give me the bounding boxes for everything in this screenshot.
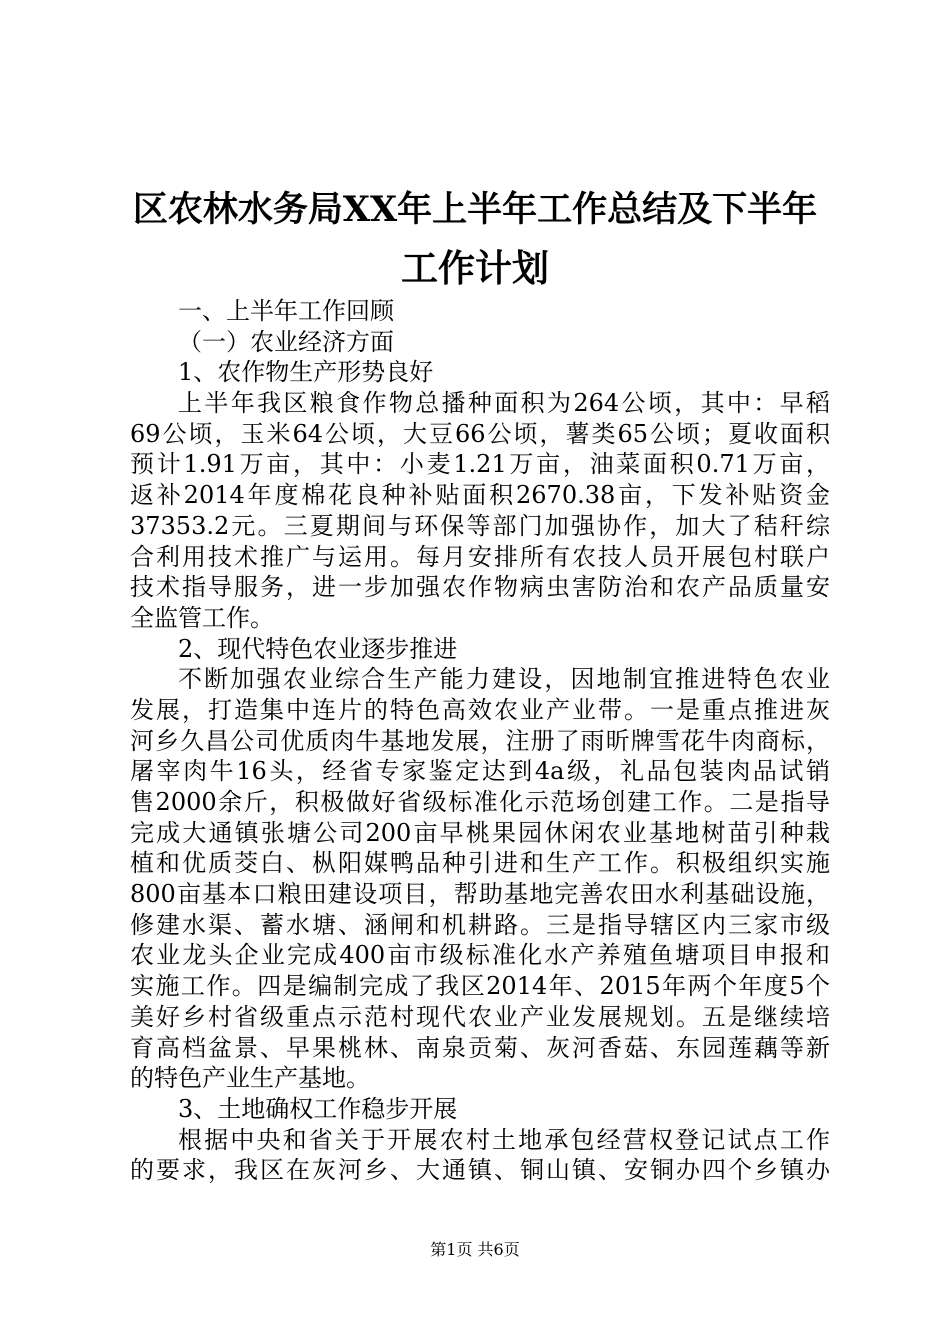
text-line: 一、上半年工作回顾: [178, 297, 394, 325]
text-line: 1、农作物生产形势良好: [178, 358, 434, 387]
page-footer: 第1页 共6页: [430, 1240, 520, 1259]
text-line: 售2000余斤，积极做好省级标准化示范场创建工作。二是指导: [130, 788, 830, 816]
text-line: 发展，打造集中连片的特色高效农业产业带。一是重点推进灰: [130, 695, 830, 724]
text-line: 根据中央和省关于开展农村土地承包经营权登记试点工作: [178, 1125, 830, 1154]
text-line: 返补2014年度棉花良种补贴面积2670.38亩，下发补贴资金: [130, 481, 830, 510]
text-line: 预计1.91万亩，其中：小麦1.21万亩，油菜面积0.71万亩，: [130, 450, 830, 479]
text-line: 实施工作。四是编制完成了我区2014年、2015年两个年度5个: [130, 972, 830, 1001]
document-body: [130, 296, 830, 1186]
text-line: 69公顷，玉米64公顷，大豆66公顷，薯类65公顷；夏收面积: [130, 419, 830, 448]
text-line: 植和优质茭白、枞阳媒鸭品种引进和生产工作。积极组织实施: [130, 849, 830, 878]
document-title-line-2: 工作计划: [401, 246, 549, 290]
text-line: 美好乡村省级重点示范村现代农业产业发展规划。五是继续培: [130, 1002, 830, 1031]
text-line: 修建水渠、蓄水塘、涵闸和机耕路。三是指导辖区内三家市级: [130, 910, 830, 939]
text-line: 的特色产业生产基地。: [130, 1064, 370, 1093]
text-line: （一）农业经济方面: [178, 327, 394, 356]
text-line: 不断加强农业综合生产能力建设，因地制宜推进特色农业: [178, 665, 830, 694]
text-line: 农业龙头企业完成400亩市级标准化水产养殖鱼塘项目申报和: [130, 941, 830, 970]
text-line: 2、现代特色农业逐步推进: [178, 634, 458, 663]
text-line: 全监管工作。: [130, 603, 274, 632]
text-line: 技术指导服务，进一步加强农作物病虫害防治和农产品质量安: [130, 573, 830, 602]
document-title-line-1: 区农林水务局XX年上半年工作总结及下半年: [132, 189, 818, 230]
text-line: 完成大通镇张塘公司200亩早桃果园休闲农业基地树苗引种栽: [130, 818, 830, 847]
text-line: 800亩基本口粮田建设项目，帮助基地完善农田水利基础设施，: [130, 880, 830, 909]
text-line: 育高档盆景、早果桃林、南泉贡菊、灰河香菇、东园莲藕等新: [130, 1033, 830, 1062]
text-line: 屠宰肉牛16头，经省专家鉴定达到4a级，礼品包装肉品试销: [130, 757, 830, 786]
text-line: 上半年我区粮食作物总播种面积为264公顷，其中：早稻: [178, 389, 830, 418]
text-line: 37353.2元。三夏期间与环保等部门加强协作，加大了秸秆综: [130, 511, 830, 540]
text-line: 河乡久昌公司优质肉牛基地发展，注册了雨昕牌雪花牛肉商标，: [130, 726, 830, 755]
text-line: 合利用技术推广与运用。每月安排所有农技人员开展包村联户: [130, 542, 830, 571]
text-line: 3、土地确权工作稳步开展: [178, 1094, 458, 1123]
text-line: 的要求，我区在灰河乡、大通镇、铜山镇、安铜办四个乡镇办: [130, 1156, 830, 1185]
